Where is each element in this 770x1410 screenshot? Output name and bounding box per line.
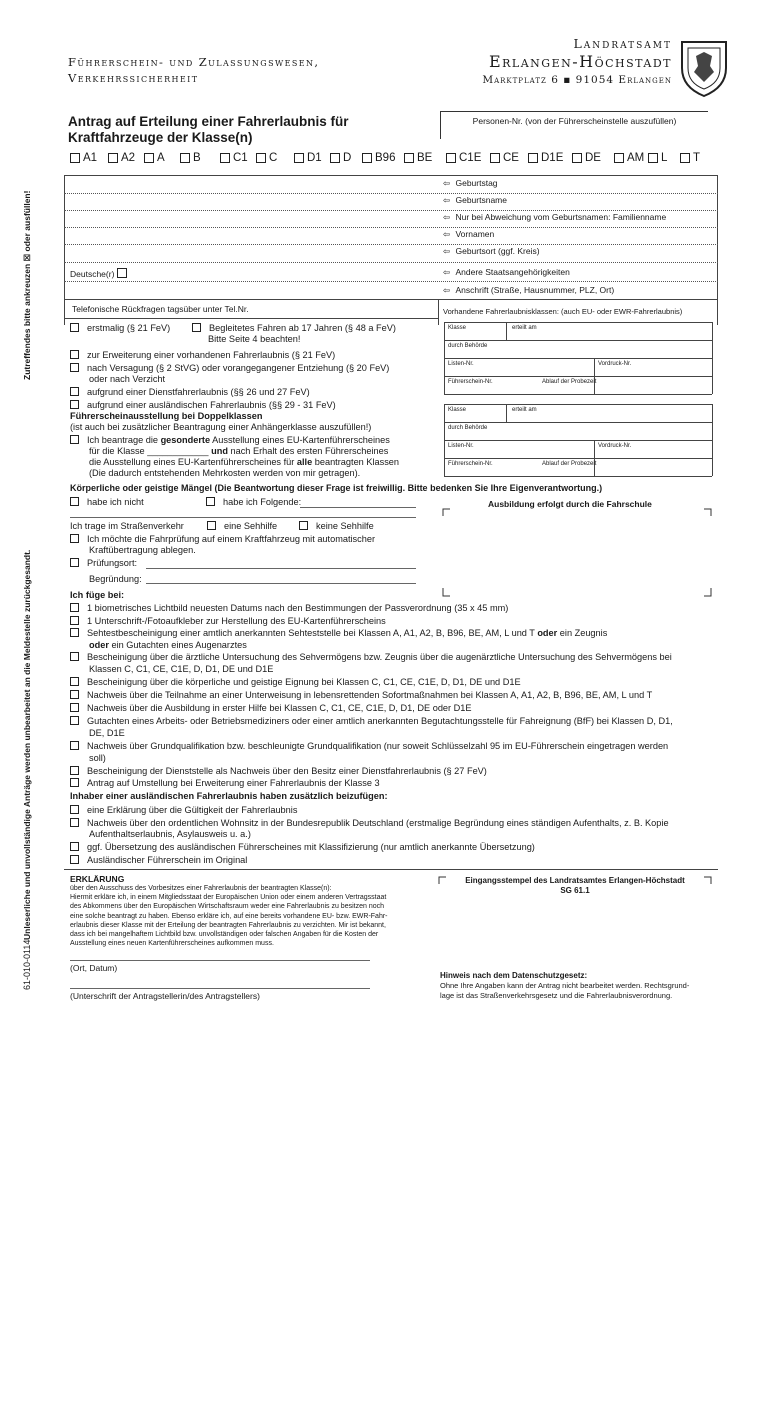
attachment-item-cont [89,753,106,765]
class-option-a1[interactable] [70,152,97,164]
unterschrift-label: (Unterschrift der Antragstellerin/des Antragstellers) [70,991,260,1001]
foreign-text: Ausländischer Führerschein im Original [87,855,248,865]
erklaerung-line: über den Ausschuss des Vorbesitzes einer Fahrerlaubnis der beantragten Klasse(n): [70,885,332,892]
deutsche-checkbox[interactable] [70,268,130,279]
class-label: A [157,152,165,164]
personal-field-label: Nur bei Abweichung vom Geburtsnamen: Familienname [455,212,667,222]
checkbox-icon[interactable] [70,805,79,814]
form-number-text: 61-010-0114 [22,939,32,990]
attachment-item[interactable] [70,690,652,702]
side-note-middle-text: Unleserliche und unvollständige Anträge werden unbearbeitet an die Meldestelle zurückgesandt. [22,549,32,940]
maengel-nicht-label: habe ich nicht [87,497,144,507]
attachment-text: DE, D1E [89,728,125,738]
license-vordruck-label: Vordruck-Nr. [598,361,632,367]
class-label: B96 [375,152,396,164]
foreign-item[interactable] [70,805,297,817]
class-label: C1 [233,152,248,164]
checkbox-icon[interactable] [144,153,154,163]
datenschutz-title: Hinweis nach dem Datenschutzgesetz: [440,971,588,980]
checkbox-icon[interactable] [70,153,80,163]
doppel-text-3a: die Ausstellung eines EU-Kartenführerscheines für [89,457,297,467]
erklaerung-title: ERKLÄRUNG [70,874,125,884]
attachment-text: Klassen C, C1, CE, C1E, D, D1, DE und D1E [89,664,274,674]
attachments-title: Ich füge bei: [70,590,125,600]
personal-field-label: Anschrift (Straße, Hausnummer, PLZ, Ort) [455,285,615,295]
class-label: B [193,152,201,164]
class-option-t[interactable] [680,152,700,164]
checkbox-icon[interactable] [70,677,79,686]
attachment-text: Bescheinigung über die körperliche und geistige Eignung bei Klassen C, C1, CE, C1E, D, D1, DE und D1E [87,677,521,687]
class-label: D1 [307,152,322,164]
arrow-left-icon: ⇦ [443,178,453,188]
attachment-item[interactable] [70,677,521,689]
eingangsstempel-area[interactable] [438,876,712,966]
attachment-text: Sehtestbescheinigung einer amtlich anerkannten Sehteststelle bei Klassen A, A1, A2, B, B96, BE, AM, L und T oder ein Zeugnis [87,628,608,638]
attachment-item[interactable] [70,703,472,715]
checkbox-icon[interactable] [614,153,624,163]
foreign-item[interactable] [70,842,535,854]
maengel-folgende-label: habe ich Folgende: [223,497,302,507]
arrow-left-icon: ⇦ [443,267,453,277]
option-doppel-gesondert[interactable] [70,435,390,447]
doppel-line4: (Die dadurch entstehenden Mehrkosten werden von mir getragen). [89,468,361,478]
authority-heading [482,36,672,86]
doppel-text-1b: gesonderte [160,435,211,445]
checkbox-icon[interactable] [70,616,79,625]
attachment-text: Gutachten eines Arbeits- oder Betriebsmediziners oder einer amtlich anerkannten Begutachtungsstelle für Fahreignung (BfF) bei Klassen D, D1, [87,716,673,726]
personal-field-1[interactable] [443,195,507,206]
option-begleitet-label: Begleitetes Fahren ab 17 Jahren (§ 48 a FeV) [209,323,396,333]
license-vordruck-label: Vordruck-Nr. [598,443,632,449]
checkbox-icon[interactable] [70,716,79,725]
personal-field-4[interactable] [443,246,540,257]
class-option-c1[interactable] [220,152,248,164]
class-option-am[interactable] [614,152,644,164]
license-behoerde-label: durch Behörde [448,425,488,431]
class-option-de[interactable] [572,152,601,164]
checkbox-icon[interactable] [528,153,538,163]
arrow-left-icon: ⇦ [443,212,453,222]
checkbox-icon[interactable] [180,153,190,163]
personal-field-label: Geburtsort (ggf. Kreis) [455,246,540,256]
personal-field-label: Geburtstag [455,178,498,188]
option-erweiterung[interactable] [70,350,335,362]
automatik-cont: Kraftübertragung ablegen. [89,545,196,555]
department-line2: Verkehrssicherheit [68,71,199,85]
attachment-item[interactable] [70,716,673,728]
fahrschule-stamp-area[interactable] [442,508,712,598]
ort-datum-field[interactable] [70,974,370,988]
class-option-be[interactable] [404,152,432,164]
form-title [68,114,349,146]
option-dienst[interactable] [70,387,310,399]
checkbox-icon[interactable] [680,153,690,163]
option-erweiterung-label: zur Erweiterung einer vorhandenen Fahrerlaubnis (§ 21 FeV) [87,350,336,360]
license-erteilt-label: erteilt am [512,407,537,413]
option-versagung-cont: oder nach Verzicht [89,374,166,384]
sehhilfe-keine[interactable] [299,521,374,533]
personal-field-2[interactable] [443,212,666,223]
foreign-item[interactable] [70,818,669,830]
maengel-title: Körperliche oder geistige Mängel (Die Beantwortung dieser Frage ist freiwillig. Bitte bedenken Sie Ihre Eigenverantwortung.) [70,483,603,493]
license-probezeit-label: Ablauf der Probezeit [542,379,597,385]
option-erstmalig[interactable] [70,323,170,335]
foreign-title: Inhaber einer ausländischen Fahrerlaubnis haben zusätzlich beizufügen: [70,791,388,801]
maengel-nicht[interactable] [70,497,144,509]
class-label: CE [503,152,519,164]
doppel-subtitle: (ist auch bei zusätzlicher Beantragung einer Anhängerklasse auszufüllen!) [70,422,372,432]
class-label: D [343,152,352,164]
automatik-option[interactable] [70,534,375,546]
option-erstmalig-label: erstmalig (§ 21 FeV) [87,323,171,333]
checkbox-icon[interactable] [294,153,304,163]
class-label: A2 [121,152,136,164]
checkbox-icon[interactable] [70,703,79,712]
license-probezeit-label: Ablauf der Probezeit [542,461,597,467]
erklaerung-line: des Abkommens über den Europäischen Wirtschaftsraum weder eine Fahrerlaubnis zu besitzen noch [70,903,384,911]
checkbox-icon[interactable] [70,842,79,851]
erklaerung-line: erlaubnis dieser Klasse mit der Erteilung der beantragten Fahrerlaubnis zu verzichten. Mir ist bekannt, [70,921,386,929]
attachment-text: oder ein Gutachten eines Augenarztes [89,640,247,650]
authority-line2: Erlangen-Höchstadt [488,52,672,71]
class-option-l[interactable] [648,152,667,164]
attachment-item[interactable] [70,628,607,640]
deutsche-label: Deutsche(r) [70,269,115,279]
doppel-text-1c: Ausstellung eines EU-Kartenführerscheines [210,435,390,445]
class-option-a2[interactable] [108,152,135,164]
checkbox-icon[interactable] [70,766,79,775]
personal-field-5[interactable] [443,267,570,278]
checkbox-icon[interactable] [256,153,266,163]
license-listen-label: Listen-Nr. [448,443,474,449]
foreign-text: eine Erklärung über die Gültigkeit der Fahrerlaubnis [87,805,298,815]
checkbox-icon[interactable] [572,153,582,163]
form-title-line2: Kraftfahrzeuge der Klasse(n) [68,130,253,145]
sehhilfe-keine-label: keine Sehhilfe [316,521,374,531]
fahrschule-label: Ausbildung erfolgt durch die Fahrschule [488,499,652,509]
side-note-top-text: Zutreffendes bitte ankreuzen ☒ oder ausfüllen! [22,190,32,380]
telefon-field[interactable] [72,304,249,314]
attachment-text: 1 Unterschrift-/Fotoaufkleber zur Herstellung des EU-Kartenführerscheins [87,616,386,626]
foreign-item[interactable] [70,855,247,867]
coat-of-arms-icon [678,38,730,98]
class-option-b[interactable] [180,152,201,164]
attachment-text: Bescheinigung der Dienststelle als Nachweis über den Besitz einer Dienstfahrerlaubnis (§ 27 FeV) [87,766,487,776]
doppel-text-2c: nach Erhalt des ersten Führerscheines [227,446,389,456]
checkbox-icon[interactable] [70,628,79,637]
checkbox-icon[interactable] [70,855,79,864]
option-versagung[interactable] [70,363,389,375]
side-note-middle [22,549,48,1410]
erklaerung-line: Ausstellung eines neuen Kartenführerscheines aufkommen muss. [70,940,274,948]
attachment-item[interactable] [70,616,386,628]
foreign-text: Nachweis über den ordentlichen Wohnsitz in der Bundesrepublik Deutschland (erstmalige Begründung eines ständigen Aufenthalts, z. B. Kopie [87,818,669,828]
class-option-d[interactable] [330,152,351,164]
class-label: T [693,152,701,164]
datenschutz-line1: Ohne Ihre Angaben kann der Antrag nicht bearbeitet werden. Rechtsgrund- [440,981,690,990]
option-versagung-label: nach Versagung (§ 2 StVG) oder vorangegangener Entziehung (§ 20 FeV) [87,363,390,373]
class-option-b96[interactable] [362,152,395,164]
option-begleitet[interactable] [192,323,396,335]
personen-nr-label: Personen-Nr. (von der Führerscheinstelle auszufüllen) [472,116,677,126]
option-dienst-label: aufgrund einer Dienstfahrerlaubnis (§§ 26 und 27 FeV) [87,387,310,397]
class-label: DE [585,152,601,164]
checkbox-icon[interactable] [70,778,79,787]
arrow-left-icon: ⇦ [443,229,453,239]
personal-field-0[interactable] [443,178,498,189]
attachment-text: Nachweis über die Teilnahme an einer Unterweisung in lebensrettenden Sofortmaßnahmen bei Klassen A, A1, A2, B, B96, BE, AM, L und T [87,690,653,700]
attachment-item[interactable] [70,766,487,778]
license-fsnr-label: Führerschein-Nr. [448,461,493,467]
datenschutz-line2: lage ist das Straßenverkehrsgesetz und die Fahrerlaubnisverordnung. [440,990,673,1000]
department-line1: Führerschein- und Zulassungswesen, [68,55,320,69]
begruendung-label: Begründung: [89,574,142,584]
datenschutz-text [440,981,689,1000]
personal-field-label: Vornamen [455,229,495,239]
license-klasse-label: Klasse [448,325,467,331]
begleitet-hint: Bitte Seite 4 beachten! [208,334,301,344]
personen-nr-field[interactable] [440,111,708,139]
sehhilfe-eine[interactable] [207,521,277,533]
pruefungsort-label: Prüfungsort: [87,558,138,568]
doppel-text-2b: und [211,446,228,456]
sehhilfe-label: Ich trage im Straßenverkehr [70,521,184,531]
doppel-title: Führerscheinausstellung bei Doppelklassen [70,411,263,421]
class-option-a[interactable] [144,152,165,164]
class-option-d1e[interactable] [528,152,563,164]
class-label: L [661,152,668,164]
pruefungsort-option[interactable] [70,558,137,570]
license-behoerde-label: durch Behörde [448,343,488,349]
foreign-text: Aufenthaltserlaubnis, Asylausweis u. a.) [89,829,251,839]
attachment-text: Bescheinigung über die ärztliche Untersuchung des Sehvermögens bzw. Zeugnis über die augenärztliche Untersuchung des Sehvermögens bei [87,652,672,662]
doppel-line3 [89,457,399,469]
attachment-text: soll) [89,753,106,763]
class-label: C1E [459,152,482,164]
personal-field-3[interactable] [443,229,494,240]
attachment-item-cont [89,728,125,740]
doppel-text-1a: Ich beantrage die [87,435,161,445]
checkbox-icon[interactable] [108,153,118,163]
personal-field-label: Geburtsname [455,195,507,205]
class-label: BE [417,152,433,164]
doppel-text-2a: für die Klasse ____________ [89,446,212,456]
doppel-line2 [89,446,388,458]
attachment-text: Nachweis über Grundqualifikation bzw. beschleunigte Grundqualifikation (nur soweit Schlüsselzahl 95 im EU-Führerschein eingetragen werden [87,741,669,751]
attachment-item[interactable] [70,603,508,615]
option-ausland[interactable] [70,400,336,412]
checkbox-icon[interactable] [220,153,230,163]
foreign-item-cont [89,829,251,841]
attachment-item[interactable] [70,778,380,790]
attachment-item[interactable] [70,741,668,753]
license-listen-label: Listen-Nr. [448,361,474,367]
license-erteilt-label: erteilt am [512,325,537,331]
license-klasse-label: Klasse [448,407,467,413]
personal-field-6[interactable] [443,285,614,296]
attachment-text: Antrag auf Umstellung bei Erweiterung einer Fahrerlaubnis der Klasse 3 [87,778,380,788]
automatik-label: Ich möchte die Fahrprüfung auf einem Kraftfahrzeug mit automatischer [87,534,376,544]
attachment-text: 1 biometrisches Lichtbild neuesten Datums nach den Bestimmungen der Passverordnung (35 x 45 mm) [87,603,509,613]
checkbox-icon[interactable] [70,818,79,827]
checkbox-icon[interactable] [490,153,500,163]
personal-field-label: Andere Staatsangehörigkeiten [455,267,570,277]
checkbox-icon[interactable] [362,153,372,163]
checkbox-icon[interactable] [70,690,79,699]
checkbox-icon[interactable] [70,741,79,750]
license-fsnr-label: Führerschein-Nr. [448,379,493,385]
attachment-text: Nachweis über die Ausbildung in erster Hilfe bei Klassen C, C1, CE, C1E, D, D1, DE oder D1E [87,703,472,713]
attachment-item[interactable] [70,652,672,664]
class-label: AM [627,152,645,164]
checkbox-icon[interactable] [70,652,79,661]
authority-address: Marktplatz 6 ▪ 91054 Erlangen [482,74,672,86]
erklaerung-line: Hiermit erkläre ich, in einem Mitgliedsstaat der Europäischen Union oder einem anderen Vertragsstaat [70,894,387,902]
doppel-text-3b: alle [296,457,313,467]
stempel-line1: Eingangsstempel des Landratsamtes Erlangen-Höchstadt [465,876,685,885]
attachment-item-cont [89,640,247,652]
telefon-label: Telefonische Rückfragen tagsüber unter Tel.Nr. [72,304,249,314]
class-label: A1 [83,152,98,164]
vorhandene-label: Vorhandene Fahrerlaubnisklassen: (auch EU- oder EWR-Fahrerlaubnis) [443,307,683,316]
erklaerung-line: dass ich bei mangelhaftem Lichtbild bzw. unvollständigen oder falschen Angaben für die Kosten der [70,931,379,938]
erklaerung-line: eine solche beantragt zu haben. Ebenso erkläre ich, auf eine bereits vorhandene EU- bzw. EWR-Fahr- [70,912,388,920]
ort-datum-label: (Ort, Datum) [70,963,118,973]
attachment-item-cont [89,664,273,676]
foreign-text: ggf. Übersetzung des ausländischen Führerscheines mit Klassifizierung (nur amtlich anerkannte Übersetzung) [87,842,535,852]
doppel-text-3c: beantragten Klassen [312,457,400,467]
checkbox-icon[interactable] [404,153,414,163]
class-option-ce[interactable] [490,152,519,164]
class-label: C [269,152,278,164]
department-heading [68,54,319,86]
checkbox-icon[interactable] [648,153,658,163]
form-title-line1: Antrag auf Erteilung einer Fahrerlaubnis für [68,114,349,129]
checkbox-icon[interactable] [70,603,79,612]
arrow-left-icon: ⇦ [443,195,453,205]
checkbox-icon[interactable] [446,153,456,163]
stempel-line2: SG 61.1 [560,886,590,895]
class-label: D1E [541,152,564,164]
class-option-d1[interactable] [294,152,322,164]
arrow-left-icon: ⇦ [443,246,453,256]
class-option-c1e[interactable] [446,152,481,164]
checkbox-icon[interactable] [330,153,340,163]
sehhilfe-eine-label: eine Sehhilfe [224,521,278,531]
maengel-folgende[interactable] [206,497,301,509]
arrow-left-icon: ⇦ [443,285,453,295]
option-ausland-label: aufgrund einer ausländischen Fahrerlaubnis (§§ 29 - 31 FeV) [87,400,336,410]
class-option-c[interactable] [256,152,277,164]
authority-line1: Landratsamt [573,36,672,51]
